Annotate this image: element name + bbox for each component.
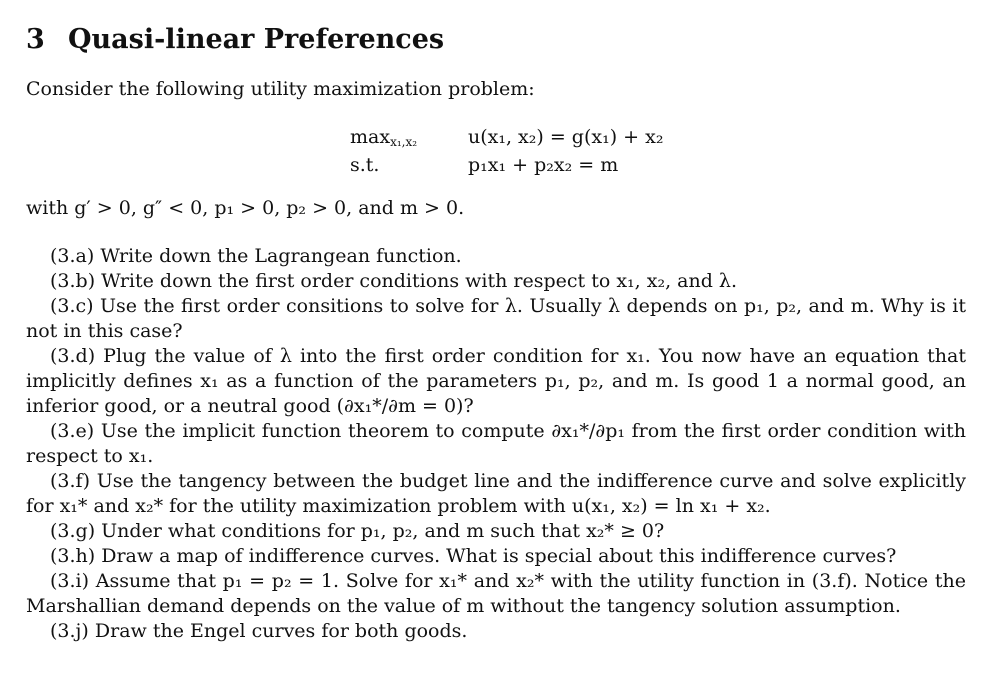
exercise-item: (3.i) Assume that p₁ = p₂ = 1. Solve for x₁* and x₂* with the utility function in (3.f). Notice the Marshallian demand depends on the value of m without the tangency solution assumption. xyxy=(26,570,966,617)
intro-text: Consider the following utility maximization problem: xyxy=(26,78,535,100)
exercise-item: (3.c) Use the first order consitions to solve for λ. Usually λ depends on p₁, p₂, and m. Why is it not in this case? xyxy=(26,295,966,342)
exercise-item: (3.b) Write down the first order conditions with respect to x₁, x₂, and λ. xyxy=(50,270,738,292)
section-heading xyxy=(26,24,444,55)
constraint-label: s.t. xyxy=(350,154,380,176)
exercise-item: (3.a) Write down the Lagrangean function. xyxy=(50,245,462,267)
conditions-text: with g′ > 0, g″ < 0, p₁ > 0, p₂ > 0, and m > 0. xyxy=(26,197,465,219)
constraint-equation: p₁x₁ + p₂x₂ = m xyxy=(468,154,619,176)
exercise-item: (3.j) Draw the Engel curves for both goods. xyxy=(50,620,468,642)
section-number: 3 xyxy=(26,24,45,55)
objective-equation: u(x₁, x₂) = g(x₁) + x₂ xyxy=(468,126,664,148)
exercise-item: (3.d) Plug the value of λ into the first order condition for x₁. You now have an equation that implicitly defines x₁ as a function of the parameters p₁, p₂, and m. Is good 1 a normal good, an inferior good, or a neutral good (∂x₁*/∂m = 0)? xyxy=(26,345,966,417)
section-title: Quasi-linear Preferences xyxy=(68,24,445,55)
exercise-item: (3.f) Use the tangency between the budget line and the indifference curve and solve explicitly for x₁* and x₂* for the utility maximization problem with u(x₁, x₂) = ln x₁ + x₂. xyxy=(26,470,966,517)
objective-label: $\max_{x_1,x_2}$ xyxy=(350,126,418,149)
objective-subscript: x₁,x₂ xyxy=(390,135,418,149)
exercise-item: (3.e) Use the implicit function theorem to compute ∂x₁*/∂p₁ from the first order condition with respect to x₁. xyxy=(26,420,966,467)
exercise-item: (3.h) Draw a map of indifference curves. What is special about this indifference curves? xyxy=(50,545,897,567)
exercise-list xyxy=(26,244,966,644)
exercise-item: (3.g) Under what conditions for p₁, p₂, and m such that x₂* ≥ 0? xyxy=(50,520,665,542)
